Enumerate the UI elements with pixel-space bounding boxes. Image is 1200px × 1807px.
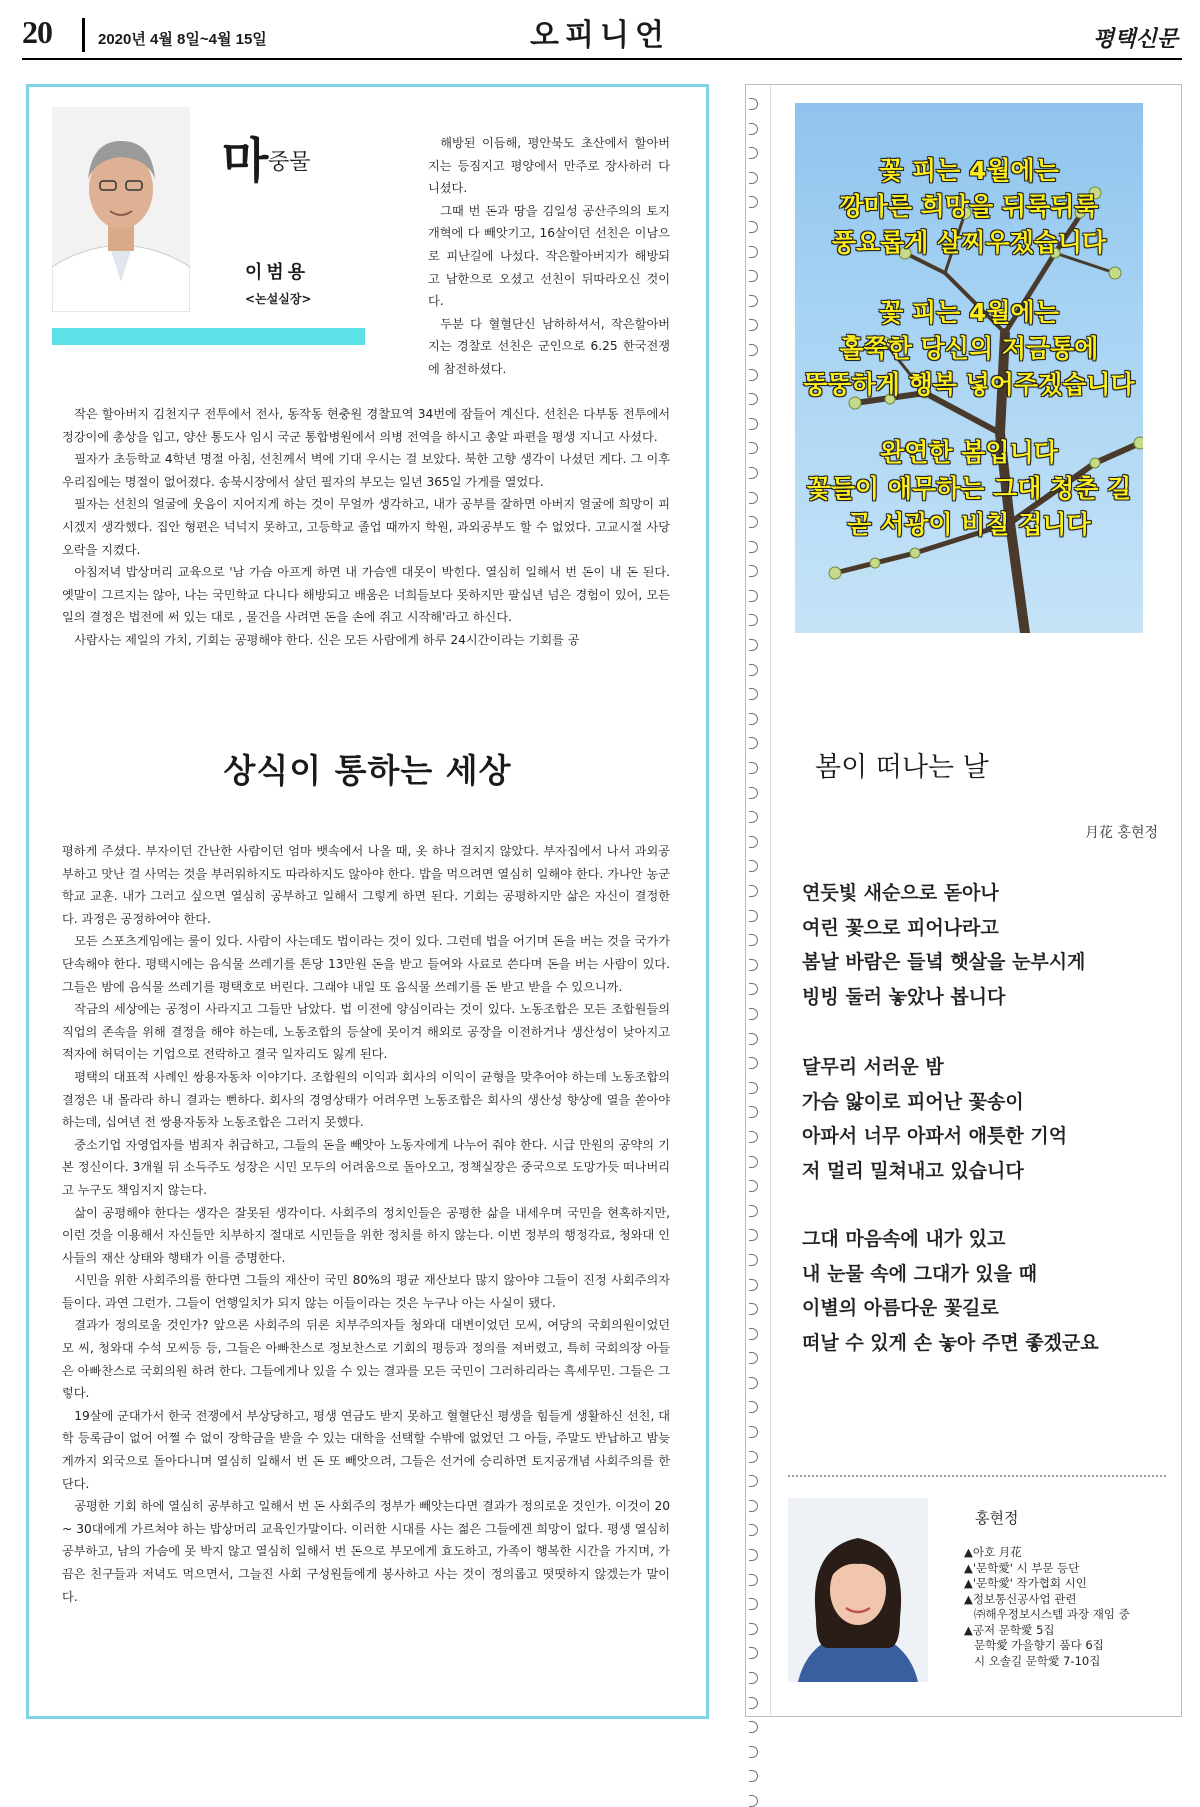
paragraph: 두분 다 혈혈단신 남하하셔서, 작은할아버지는 경찰로 선친은 군인으로 6.25 한국전쟁에 참전하셨다. bbox=[428, 316, 670, 376]
bio-line: ▲아호 月花 bbox=[964, 1545, 1022, 1559]
article-body-top bbox=[428, 132, 670, 381]
spiral-ring bbox=[749, 1156, 758, 1168]
author-portrait-icon bbox=[52, 107, 190, 312]
paragraph: 필자가 초등학교 4학년 명절 아침, 선친께서 벽에 기대 우시는 걸 보았다. 북한 고향 생각이 나셨던 게다. 그 이후 우리집에는 명절이 없어졌다. 송북시장에서 살던 필자의 부모는 일년 365일 가게를 열었다. bbox=[62, 452, 670, 489]
bio-line: 시 오솔길 문학愛 7-10집 bbox=[974, 1653, 1101, 1668]
spiral-ring bbox=[749, 1205, 758, 1217]
spiral-ring bbox=[749, 1328, 758, 1340]
spiral-ring bbox=[749, 344, 758, 356]
bio-line: ㈜해우정보시스템 과장 재임 중 bbox=[974, 1607, 1130, 1621]
spiral-ring bbox=[749, 836, 758, 848]
spiral-ring bbox=[749, 1401, 758, 1413]
poem-line: 내 눈물 속에 그대가 있을 때 bbox=[802, 1262, 1037, 1285]
bio-line: ▲'문학愛' 작가협회 시인 bbox=[964, 1576, 1087, 1590]
poem-stanza bbox=[802, 1050, 1162, 1188]
spiral-ring bbox=[749, 1524, 758, 1536]
spiral-ring bbox=[749, 172, 758, 184]
notebook-margin-line bbox=[770, 86, 771, 1715]
poster-line: 꽃들이 애무하는 그대 청춘 길 bbox=[806, 474, 1132, 503]
spiral-ring bbox=[749, 1106, 758, 1118]
section-title: 오피니언 bbox=[530, 18, 670, 53]
bio-line: ▲정보통신공사업 관련 bbox=[964, 1591, 1077, 1606]
spiral-ring bbox=[749, 369, 758, 381]
spiral-ring bbox=[749, 467, 758, 479]
spiral-ring bbox=[749, 123, 758, 135]
spiral-ring bbox=[749, 1377, 758, 1389]
spiral-ring bbox=[749, 590, 758, 602]
spiral-ring bbox=[749, 442, 758, 454]
header-rule bbox=[22, 58, 1182, 60]
spiral-ring bbox=[749, 934, 758, 946]
poem-line: 아파서 너무 아파서 애틋한 기억 bbox=[802, 1125, 1068, 1147]
poster-line: 꽃 피는 4월에는 bbox=[879, 156, 1059, 185]
poster-line: 곧 서광이 비칠 겁니다 bbox=[847, 510, 1091, 539]
bio-line: ▲'문학愛' 시 부문 등단 bbox=[964, 1560, 1080, 1575]
spiral-ring bbox=[749, 1623, 758, 1635]
spiral-ring bbox=[749, 713, 758, 725]
poster-line: 깡마른 희망을 뒤룩뒤룩 bbox=[839, 192, 1099, 221]
spiral-ring bbox=[749, 196, 758, 208]
spiral-ring bbox=[749, 1598, 758, 1610]
poem-line: 저 멀리 밀쳐내고 있습니다 bbox=[802, 1159, 1024, 1182]
poem-line: 빙빙 둘러 놓았나 봅니다 bbox=[802, 985, 1006, 1008]
spiral-ring bbox=[749, 516, 758, 528]
spiral-ring bbox=[749, 664, 758, 676]
page-number: 20 bbox=[22, 14, 52, 50]
spiral-ring bbox=[749, 959, 758, 971]
spiral-ring bbox=[749, 910, 758, 922]
poster-line: 완연한 봄입니다 bbox=[880, 438, 1058, 467]
spiral-ring bbox=[749, 1229, 758, 1241]
paragraph: 사람사는 제일의 가치, 기회는 공평해야 한다. 신은 모든 사람에게 하루 24시간이라는 기회를 공 bbox=[74, 632, 580, 647]
paragraph: 모든 스포츠게임에는 룰이 있다. 사람이 사는데도 법이라는 것이 있다. 그런데 법을 어기며 돈을 버는 것을 국가가 단속해야 한다. 평택시에는 음식물 쓰레기를 톤당 13만원 돈을 받고 들여와 사료로 쓴다며 돈을 버는 사람이 있다. 그들은 밤에 음식물 쓰레기를 평택호로 버린다. 그래야 내일 또 음식물 쓰레기를 돈 받고 받을 수 있으니까. bbox=[62, 934, 670, 994]
spiral-ring bbox=[749, 1254, 758, 1266]
accent-bar bbox=[52, 328, 365, 345]
author-role: <논설실장> bbox=[245, 292, 312, 306]
spiral-ring bbox=[749, 639, 758, 651]
spiral-ring bbox=[749, 885, 758, 897]
poem-stanza bbox=[802, 1222, 1162, 1360]
spiral-ring bbox=[749, 393, 758, 405]
spiral-ring bbox=[749, 1057, 758, 1069]
paragraph: 작은 할아버지 김천지구 전투에서 전사, 동작동 현충원 경찰묘역 34번에 잠들어 계신다. 선친은 다부동 전투에서 정강이에 총상을 입고, 양산 통도사 임시 국군 통합병원에서 의병 전역을 하시고 총알 파편을 평생 지니고 사셨다. bbox=[62, 407, 670, 444]
spiral-ring bbox=[749, 270, 758, 282]
issue-date: 2020년 4월 8일~4월 15일 bbox=[98, 31, 267, 48]
spiral-ring bbox=[749, 541, 758, 553]
spiral-ring bbox=[749, 98, 758, 110]
paragraph: 해방된 이듬해, 평안북도 초산에서 할아버지는 등짐지고 평양에서 만주로 장사하러 다니셨다. bbox=[428, 136, 670, 196]
spiral-ring bbox=[749, 1131, 758, 1143]
spiral-ring bbox=[749, 1574, 758, 1586]
article-body-middle bbox=[62, 403, 670, 652]
paragraph: 평택의 대표적 사례인 쌍용자동차 이야기다. 조합원의 이익과 회사의 이익이 균형을 맞추어야 하는데 노동조합의 결정은 내 몰라라 하니 결과는 뻔하다. 회사의 경영상태가 어려우면 노동조합은 회사의 생산성 향상에 열을 쏟아야 하는데, 십여년 전 쌍용자동차 노동조합은 그러지 못했다. bbox=[62, 1069, 670, 1130]
spiral-ring bbox=[749, 565, 758, 577]
spiral-ring bbox=[749, 492, 758, 504]
spiral-ring bbox=[749, 1795, 758, 1807]
poster-line: 풍요롭게 살찌우겠습니다 bbox=[831, 228, 1107, 257]
spiral-ring bbox=[749, 787, 758, 799]
column-keyword-large: 마 bbox=[222, 133, 269, 189]
spiral-ring bbox=[749, 221, 758, 233]
paragraph: 아침저녁 밥상머리 교육으로 '남 가슴 아프게 하면 내 가슴엔 대못이 박힌다. 열심히 일해서 번 돈이 내 돈 된다. 옛말이 그르지는 않아, 나는 국민학교 다니다 해방되고 배움은 너희들보다 못하지만 팔십년 넘은 경험이 있어, 모든 일의 결정은 법전에 써 있는 대로 , 물건을 사려면 돈을 손에 쥐고 시작해'라고 하신다. bbox=[62, 565, 670, 625]
spiral-ring bbox=[749, 1180, 758, 1192]
spiral-ring bbox=[749, 1082, 758, 1094]
poem-line: 떠날 수 있게 손 놓아 주면 좋겠군요 bbox=[802, 1331, 1099, 1354]
bio-line: ▲공저 문학愛 5집 bbox=[964, 1622, 1055, 1637]
poem-author: 月花 홍현정 bbox=[1084, 825, 1158, 841]
spiral-ring bbox=[749, 1352, 758, 1364]
paragraph: 19살에 군대가서 한국 전쟁에서 부상당하고, 평생 연금도 받지 못하고 혈혈단신 평생을 힘들게 생활하신 선친, 대학 등록금이 없어 어쩔 수 없이 장학금을 받을 수 있는 대학을 선택할 수밖에 없었던 그 아들, 주말도 반납하고 밤늦게까지 외국으로 돌아다니며 열심히 일해서 번 돈 또 빼앗으려, 그들은 선거에 승리하면 토지공개념 사회주의를 한단다. bbox=[62, 1408, 670, 1491]
spiral-ring bbox=[749, 147, 758, 159]
spiral-ring bbox=[749, 1426, 758, 1438]
spiral-ring bbox=[749, 983, 758, 995]
poster-line: 홀쭉한 당신의 저금통에 bbox=[839, 334, 1099, 363]
spiral-ring bbox=[749, 319, 758, 331]
spiral-ring bbox=[749, 295, 758, 307]
poem-poster bbox=[795, 103, 1143, 633]
spiral-ring bbox=[749, 1746, 758, 1758]
spiral-ring bbox=[749, 1672, 758, 1684]
spiral-ring bbox=[749, 1549, 758, 1561]
poem-line: 연둣빛 새순으로 돋아나 bbox=[802, 882, 999, 904]
dotted-divider bbox=[788, 1475, 1166, 1477]
spiral-ring bbox=[749, 737, 758, 749]
poem-stanza bbox=[802, 876, 1162, 1014]
column-keyword-small: 중물 bbox=[268, 150, 311, 175]
spiral-ring bbox=[749, 1475, 758, 1487]
spiral-ring bbox=[749, 418, 758, 430]
paragraph: 필자는 선친의 얼굴에 웃음이 지어지게 하는 것이 무얼까 생각하고, 내가 공부를 잘하면 아버지 얼굴에 희망이 피시겠지 생각했다. 집안 형편은 넉넉지 못하고, 고등학교 졸업 때까지 학원, 과외공부도 할 수 없었다. 고교시절 사당오락을 지켰다. bbox=[62, 497, 670, 557]
poem-line: 가슴 앓이로 피어난 꽃송이 bbox=[802, 1090, 1024, 1113]
poem-line: 달무리 서러운 밤 bbox=[802, 1056, 944, 1078]
poster-line: 꽃 피는 4월에는 bbox=[879, 298, 1059, 327]
article-body-bottom bbox=[62, 840, 670, 1608]
spiral-ring bbox=[749, 1647, 758, 1659]
spiral-ring bbox=[749, 1303, 758, 1315]
poet-photo bbox=[788, 1498, 928, 1682]
spiral-ring bbox=[749, 1697, 758, 1709]
poet-portrait-icon bbox=[788, 1498, 928, 1682]
paragraph: 결과가 정의로울 것인가? 앞으론 사회주의 뒤론 치부주의자들 청와대 대변이었던 모씨, 여당의 국회의원이었던 모 씨, 청와대 수석 모씨등 등, 그들은 아빠찬스로 정보찬스로 기회의 평등과 정의를 져버렸고, 특히 국회의장 아들은 아빠찬스로 국회의원 하려 한다. 그들에게나 있을 수 있는 결과를 모든 국민이 그러하리라는 흑세무민. 그들은 그렇다. bbox=[62, 1318, 670, 1401]
poem-line: 이별의 아름다운 꽃길로 bbox=[802, 1297, 999, 1319]
spiral-binding bbox=[749, 98, 763, 1703]
spiral-ring bbox=[749, 1033, 758, 1045]
newspaper-logo: 평택신문 bbox=[1092, 26, 1178, 52]
spiral-ring bbox=[749, 1451, 758, 1463]
article-headline: 상식이 통하는 세상 bbox=[223, 751, 512, 790]
spiral-ring bbox=[749, 1500, 758, 1512]
spiral-ring bbox=[749, 246, 758, 258]
paragraph: 작금의 세상에는 공정이 사라지고 그들만 남았다. 법 이전에 양심이라는 것이 있다. 노동조합은 모든 조합원들의 직업의 존속을 위해 결정을 해야 하는데, 노동조합의 등살에 못이겨 해외로 공장을 이전하거나 생산성이 낮아지고 적자에 허덕이는 기업으로 전락하고 결국 일자리도 잃게 된다. bbox=[62, 1002, 670, 1062]
poem-title: 봄이 떠나는 날 bbox=[815, 752, 989, 783]
spiral-ring bbox=[749, 860, 758, 872]
page-header bbox=[0, 0, 1200, 60]
poet-bio bbox=[964, 1545, 1130, 1669]
spiral-ring bbox=[749, 614, 758, 626]
paragraph: 공평한 기회 하에 열심히 공부하고 일해서 번 돈 사회주의 정부가 빼앗는다면 결과가 정의로운 것인가. 이것이 20 ~ 30대에게 가르쳐야 하는 밥상머리 교육인가말이다. 이러한 시대를 사는 젊은 그들에겐 희망이 없다. 평생 열심히 공부하고, 남의 가슴에 못 박지 않고 열심히 일해서 번 돈으로 부모에게 효도하고, 가족이 행복한 시간을 가지며, 가끔은 친구들과 저녁도 먹으면서, 그늘진 사회 구성원들에게 봉사하고 사는 것이 정의롭고 떳떳하지 않겠는가 말이다. bbox=[62, 1499, 670, 1604]
spiral-ring bbox=[749, 1770, 758, 1782]
bio-line: 문학愛 가을향기 품다 6집 bbox=[974, 1638, 1104, 1652]
spiral-ring bbox=[749, 688, 758, 700]
poem-line: 여린 꽃으로 피어나라고 bbox=[802, 916, 999, 939]
paragraph: 그때 번 돈과 땅을 김일성 공산주의의 토지개혁에 다 빼앗기고, 16살이던 선친은 이남으로 피난길에 나섰다. 작은할아버지가 해방되고 남한으로 오셨고 선친이 뒤따라오신 것이다. bbox=[428, 203, 670, 309]
poem-line: 봄날 바람은 들녘 햇살을 눈부시게 bbox=[802, 951, 1086, 973]
author-photo bbox=[52, 107, 190, 312]
paragraph: 평하게 주셨다. 부자이던 간난한 사람이던 엄마 뱃속에서 나올 때, 옷 하나 걸치지 않았다. 부자집에서 나서 과외공부하고 맛난 걸 사먹는 것을 부러워하지도 따라하지도 않아야 한다. 밥을 먹으려면 열심히 일해야 한다. 가나안 농군학교 교훈. 내가 그러고 싶으면 열심히 공부하고 일해서 그렇게 하면 된다. 기회는 공평하지만 삶은 자신이 결정한다. 과정은 공정하여야 한다. bbox=[62, 844, 670, 926]
spiral-ring bbox=[749, 1279, 758, 1291]
author-name: 이범용 bbox=[245, 262, 310, 283]
paragraph: 중소기업 자영업자를 범죄자 취급하고, 그들의 돈을 빼앗아 노동자에게 나누어 줘야 한다. 시급 만원의 공약의 기본 정신이다. 3개월 뒤 소득주도 성장은 시민 모두의 어려움으로 돌아오고, 정책실장은 중국으로 도망가듯 떠나버리고 누구도 책임지지 않는다. bbox=[62, 1137, 670, 1197]
poster-line: 뚱뚱하게 행복 넣어주겠습니다 bbox=[803, 370, 1135, 399]
spiral-ring bbox=[749, 811, 758, 823]
poet-name: 홍현정 bbox=[975, 1509, 1019, 1527]
poem-line: 그대 마음속에 내가 있고 bbox=[802, 1228, 1006, 1250]
spiral-ring bbox=[749, 762, 758, 774]
paragraph: 시민을 위한 사회주의를 한다면 그들의 재산이 국민 80%의 평균 재산보다 많지 않아야 그들이 진정 사회주의자들이다. 과연 그런가. 그들이 언행일치가 되지 않는 이들이라는 것은 누구나 아는 사실이 됐다. bbox=[62, 1273, 670, 1310]
paragraph: 삶이 공평해야 한다는 생각은 잘못된 생각이다. 사회주의 정치인들은 공평한 삶을 내세우며 국민을 현혹하지만, 이런 것을 이용해서 자신들만 치부하지 절대로 시민들을 위한 정치를 하지 않는다. 이번 정부의 행정각료, 청와대 인사들의 재산 상태와 행태가 이를 증명한다. bbox=[62, 1205, 670, 1265]
spiral-ring bbox=[749, 1721, 758, 1733]
spiral-ring bbox=[749, 1008, 758, 1020]
